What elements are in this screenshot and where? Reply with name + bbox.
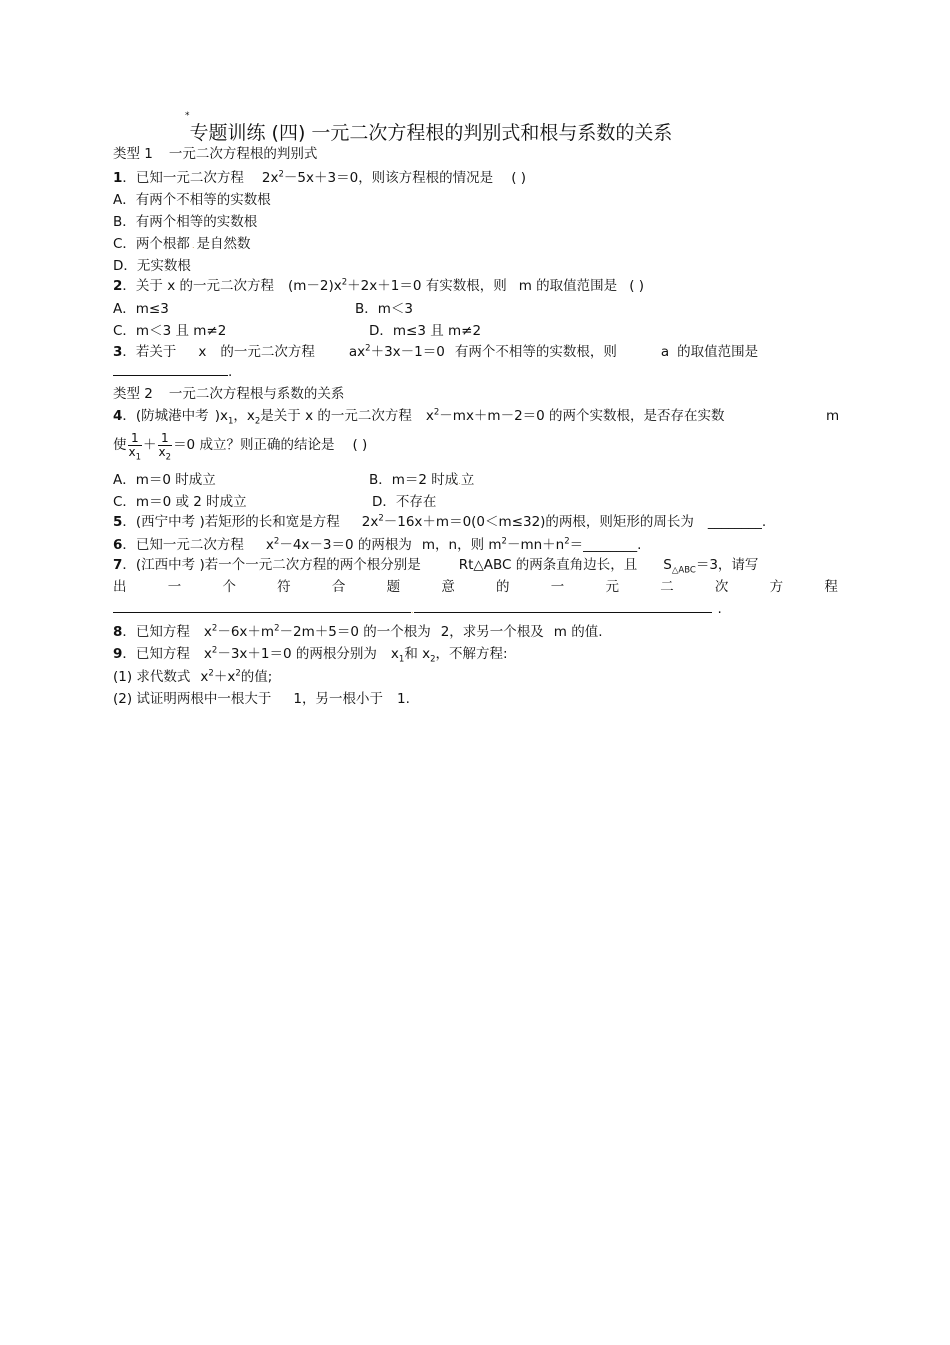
title-star: * [185, 111, 190, 121]
title-text: 专题训练 (四) 一元二次方程根的判别式和根与系数的关系 [189, 122, 673, 144]
question-6: 6．已知一元二次方程 $x^2-4x-3=0$ 的两根为 m，n，则 $m^2-mn+n^2=\_\_\_\_\_\_\_\_$. [113, 536, 642, 553]
fraction-1-over-x2: $\frac{1}{x_2}$ [158, 430, 172, 462]
q4-option-b: B．m＝2 时成.立 [369, 472, 475, 488]
question-3: 3．若关于 x 的一元二次方程 $ax^2+3x-1=0$ 有两个不相等的实数根，则 a 的取值范围是 [113, 343, 759, 360]
fraction-1-over-x1: $\frac{1}{x_1}$ [128, 430, 142, 462]
q2-option-c: C．m＜3 且 m≠2 [113, 323, 227, 339]
q1-option-b: B．有两个相等的实数根 [113, 214, 258, 230]
section-type2-heading: 类型 2 一元二次方程根与系数的关系 [113, 386, 345, 402]
question-8: 8．已知方程 $x^2-6x+m^2-2m+5=0$ 的一个根为 2，求另一个根及 m 的值. [113, 623, 603, 640]
q4-option-a: A．m＝0 时成立 [113, 472, 216, 488]
page-title [185, 111, 673, 145]
q7-spread-line: 出 一 个 符 合 题 意 的 一 元 二 次 方 程 [113, 579, 838, 595]
question-1: 1．已知一元二次方程 $2x^2-5x+3=0$，则该方程根的情况是 ( ) [113, 169, 527, 186]
question-7: 7．(江西中考 )若一个一元二次方程的两个根分别是 Rt△ABC 的两条直角边长，且 $S_{\triangle ABC}=3$，请写 [113, 557, 759, 576]
q4-condition-line: 使 $\frac{1}{x_1}$ ＋ $\frac{1}{x_2}$ ＝0 成立？则正确的结论是 ( ) [113, 430, 368, 462]
question-2: 2．关于 x 的一元二次方程 $(m-2)x^2+2x+1=0$ 有实数根，则 m 的取值范围是 ( ) [113, 277, 645, 294]
question-5: 5．(西宁中考 )若矩形的长和宽是方程 $2x^2-16x+m=0(0<m\le 32)$的两根，则矩形的周长为 ________. [113, 513, 767, 530]
q4-option-c: C．m＝0 或 2 时成立 [113, 494, 247, 510]
q4-option-d: D．不存在 [372, 494, 437, 510]
question-4: 4．(防城港中考 )$x_1$，$x_2$是关于 x 的一元二次方程 $x^2-mx+m-2=0$ 的两个实数根，是否存在实数 [113, 407, 725, 427]
q1-option-c: C．两个根都 . 是自然数 [113, 236, 251, 252]
q7-answer-blank: . . [113, 600, 722, 620]
q2-option-a: A．m≤3 [113, 301, 169, 317]
section-type1-heading: 类型 1 一元二次方程根的判别式 [113, 146, 318, 162]
q3-answer-blank: . [113, 363, 232, 381]
q9-part-2: (2) 试证明两根中一根大于 1，另一根小于 1. [113, 691, 410, 707]
q2-option-b: B．m＜3 [355, 301, 414, 317]
question-9: 9．已知方程 $x^2-3x+1=0$ 的两根分别为 $x_1$和 $x_2$，不解方程: [113, 645, 508, 665]
q1-option-a: A．有两个不相等的实数根 [113, 192, 271, 208]
q1-option-d: D．无实数根 [113, 258, 191, 274]
q2-option-d: D．m≤3 且 m≠2 [369, 323, 482, 339]
q9-part-1: (1) 求代数式 $x^2+x^2$的值; [113, 668, 273, 685]
q4-variable-m: m [826, 408, 840, 424]
